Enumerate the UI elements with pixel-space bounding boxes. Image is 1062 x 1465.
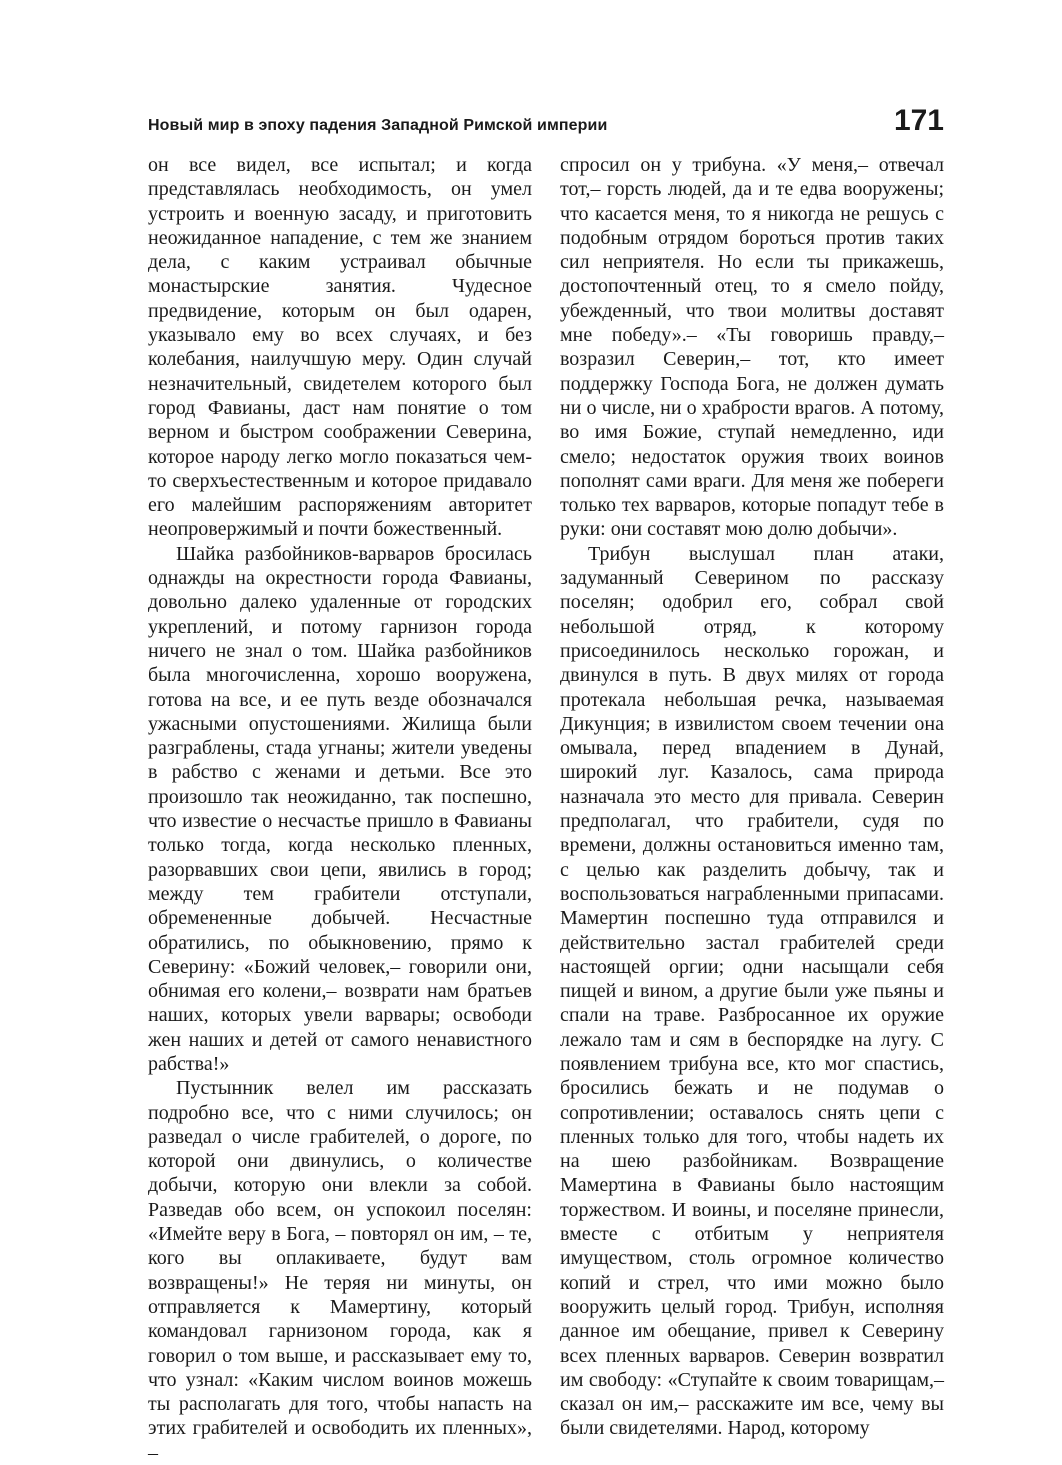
page-number: 171 (893, 104, 944, 137)
paragraph: Шайка разбойников-варваров бросилась однажды на окрестности города Фавианы, довольно далеко удаленные от городских укреплений, и потому гарнизон города ничего не знал о том. Шайка разбойников была многочисленна, хорошо вооружена, готова на все, и ее путь везде обозначался ужасными опустошениями. Жилища были разграблены, стада угнаны; жители уведены в рабство с женами и детьми. Все это произошло так неожиданно, так поспешно, что известие о несчастье пришло в Фавианы только тогда, когда несколько пленных, разорвавших свои цепи, явились в город; между тем грабители отступали, обремененные добычей. Несчастные обратились, по обыкновению, прямо к Северину: «Божий человек,– говорили они, обнимая его колени,– возврати нам братьев наших, которых увели варвары; освободи жен наших и детей от самого ненавистного рабства!» (148, 542, 532, 1075)
left-column (148, 153, 532, 1465)
paragraph: он все видел, все испытал; и когда представлялась необходимость, он умел устроить и военную засаду, и приготовить неожиданное нападение, с тем же знанием дела, с каким устраивал обычные монастырские занятия. Чудесное предвидение, которым он был одарен, указывало ему во всех случаях, и без колебания, наилучшую меру. Один случай незначительный, свидетелем которого был город Фавианы, даст нам понятие о том верном и быстром соображении Северина, которое народу легко могло показаться чем-то сверхъестественным и которое придавало его малейшим распоряжениям авторитет неопровержимый и почти божественный. (148, 154, 532, 541)
running-title: Новый мир в эпоху падения Западной Римской империи (148, 117, 608, 134)
paragraph: Трибун выслушал план атаки, задуманный Северином по рассказу поселян; одобрил его, собрал свой небольшой отряд, к которому присоединилось несколько горожан, и двинулся в путь. В двух милях от города протекала небольшая речка, называемая Дикунция; в извилистом своем течении она омывала, перед впадением в Дунай, широкий луг. Казалось, сама природа назначала это место для привала. Северин предполагал, что грабители, судя по времени, должны остановиться именно там, с целью как разделить добычу, так и воспользоваться награбленными припасами. Мамертин поспешно туда отправился и действительно застал грабителей среди настоящей оргии; одни насыщали себя пищей и вином, а другие были уже пьяны и спали на траве. Разбросанное их оружие лежало там и сям в беспорядке на лугу. С появлением трибуна все, кто мог спастись, бросились бежать и не подумав о сопротивлении; оставалось снять цепи с пленных только для того, чтобы надеть их на шею разбойникам. Возвращение Мамертина в Фавианы было настоящим торжеством. И воины, и поселяне принесли, вместе с отбитым у неприятеля имуществом, столь огромное количество копий и стрел, что ими можно было вооружить целый город. Трибун, исполняя данное им обещание, привел к Северину всех пленных варваров. Северин возвратил им свободу: «Ступайте к своим товарищам,– сказал он им,– расскажите им все, чему вы были свидетелями. Народ, которому (560, 542, 944, 1440)
right-column (560, 153, 944, 1441)
paragraph: спросил он у трибуна. «У меня,– отвечал тот,– горсть людей, да и те едва вооружены; что касается меня, то я никогда не решусь с подобным отрядом бороться против таких сил неприятеля. Но если ты прикажешь, достопочтенный отец, то я смело пойду, убежденный, что твои молитвы доставят мне победу».– «Ты говоришь правду,– возразил Северин,– тот, кто имеет поддержку Господа Бога, не должен думать ни о числе, ни о храбрости врагов. А потому, во имя Божие, ступай немедленно, иди смело; недостаток оружия твоих воинов пополнят сами враги. Для меня же побереги только тех варваров, которые попадут тебе в руки: они составят мою долю добычи». (560, 154, 944, 541)
paragraph: Пустынник велел им рассказать подробно все, что с ними случилось; он разведал о числе грабителей, о дороге, по которой они двинулись, о количестве добычи, которую они влекли за собой. Разведав обо всем, он успокоил поселян: «Имейте веру в Бога, – повторял он им, – те, кого вы оплакиваете, будут вам возвращены!» Не теряя ни минуты, он отправляется к Мамертину, который командовал гарнизоном города, как я говорил о том выше, и рассказывает ему то, что узнал: «Каким числом воинов можешь ты располагать для того, чтобы напасть на этих грабителей и освободить их пленных», – (148, 1077, 532, 1464)
